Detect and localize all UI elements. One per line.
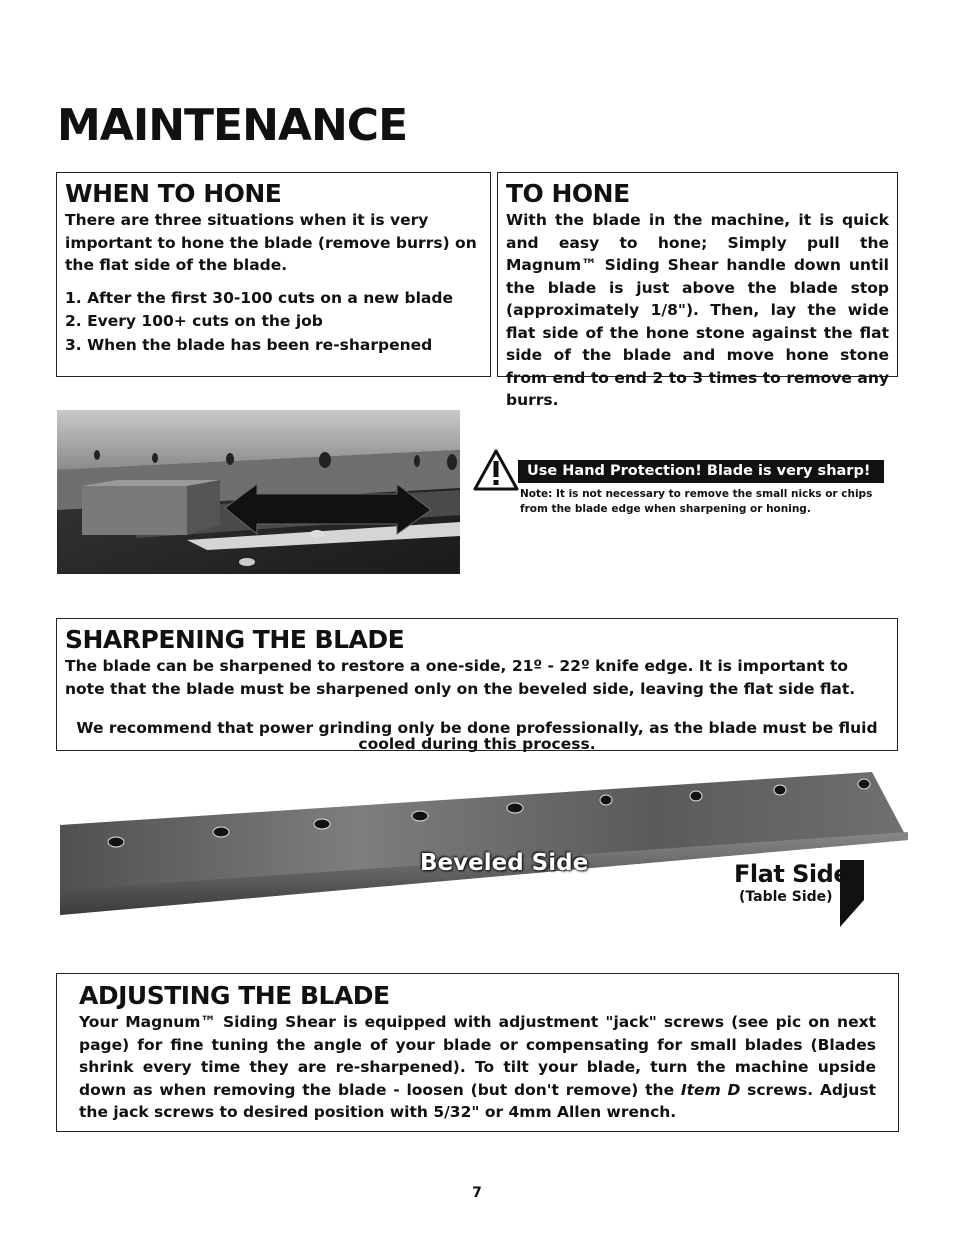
sharpening-title: SHARPENING THE BLADE [65,625,405,654]
when-to-hone-box [56,172,491,377]
grinding-recommendation: We recommend that power grinding only be done professionally, as the blade must be fluid cooled during this process. [76,719,878,753]
sharpening-note: Note: It is not necessary to remove the small nicks or chips from the blade edge when sharpening or honing. [520,488,873,515]
beveled-side-label: Beveled Side [420,850,589,876]
sharpening-box [56,618,898,751]
flat-side-sublabel: (Table Side) [739,889,833,905]
adjusting-body-part: screws. Adjust the jack screws to desired position with 5/32" or 4mm Allen wrench. [79,1080,876,1121]
honing-photo [57,410,460,574]
warning-label: Use Hand Protection! Blade is very sharp! [518,460,884,483]
warning-triangle-icon [473,449,519,491]
flat-side-label: Flat Side [734,860,850,888]
list-item: 2. Every 100+ cuts on the job [65,312,323,330]
adjusting-box [56,973,899,1132]
adjusting-title: ADJUSTING THE BLADE [79,981,390,1010]
sharpening-body: The blade can be sharpened to restore a one-side, 21º - 22º knife edge. It is important to note that the blade must be sharpened only on the beveled side, leaving the flat side flat. [65,657,856,698]
hone-situations-list [65,287,482,358]
list-item: 1. After the first 30-100 cuts on a new blade [65,288,453,307]
to-hone-title: TO HONE [506,179,630,208]
when-to-hone-title: WHEN TO HONE [65,179,282,208]
list-item: 3. When the blade has been re-sharpened [65,335,433,354]
to-hone-body: With the blade in the machine, it is quick and easy to hone; Simply pull the Magnum™ Siding Shear handle down until the blade is just above the blade stop (approximately 1/8"). Then, lay the wide flat side of the hone stone against the flat side of the blade and move hone stone from end to end 2 to 3 times to remove any burrs. [506,211,889,409]
page-title: MAINTENANCE [57,100,408,151]
item-d-reference: Item D [680,1080,741,1099]
adjusting-body [79,1011,876,1124]
adjusting-body-part: Your Magnum™ Siding Shear is equipped with adjustment "jack" screws (see pic on next page) for fine tuning the angle of your blade or compensating for small blades (Blades shrink every time they are re-sharpened). To tilt your blade, turn the machine upside down as when removing the blade - loosen (but don't remove) the [79,1013,876,1099]
page-number: 7 [472,1185,482,1201]
to-hone-box [497,172,898,409]
when-to-hone-intro: There are three situations when it is very important to hone the blade (remove burrs) on the flat side of the blade. [65,211,477,274]
